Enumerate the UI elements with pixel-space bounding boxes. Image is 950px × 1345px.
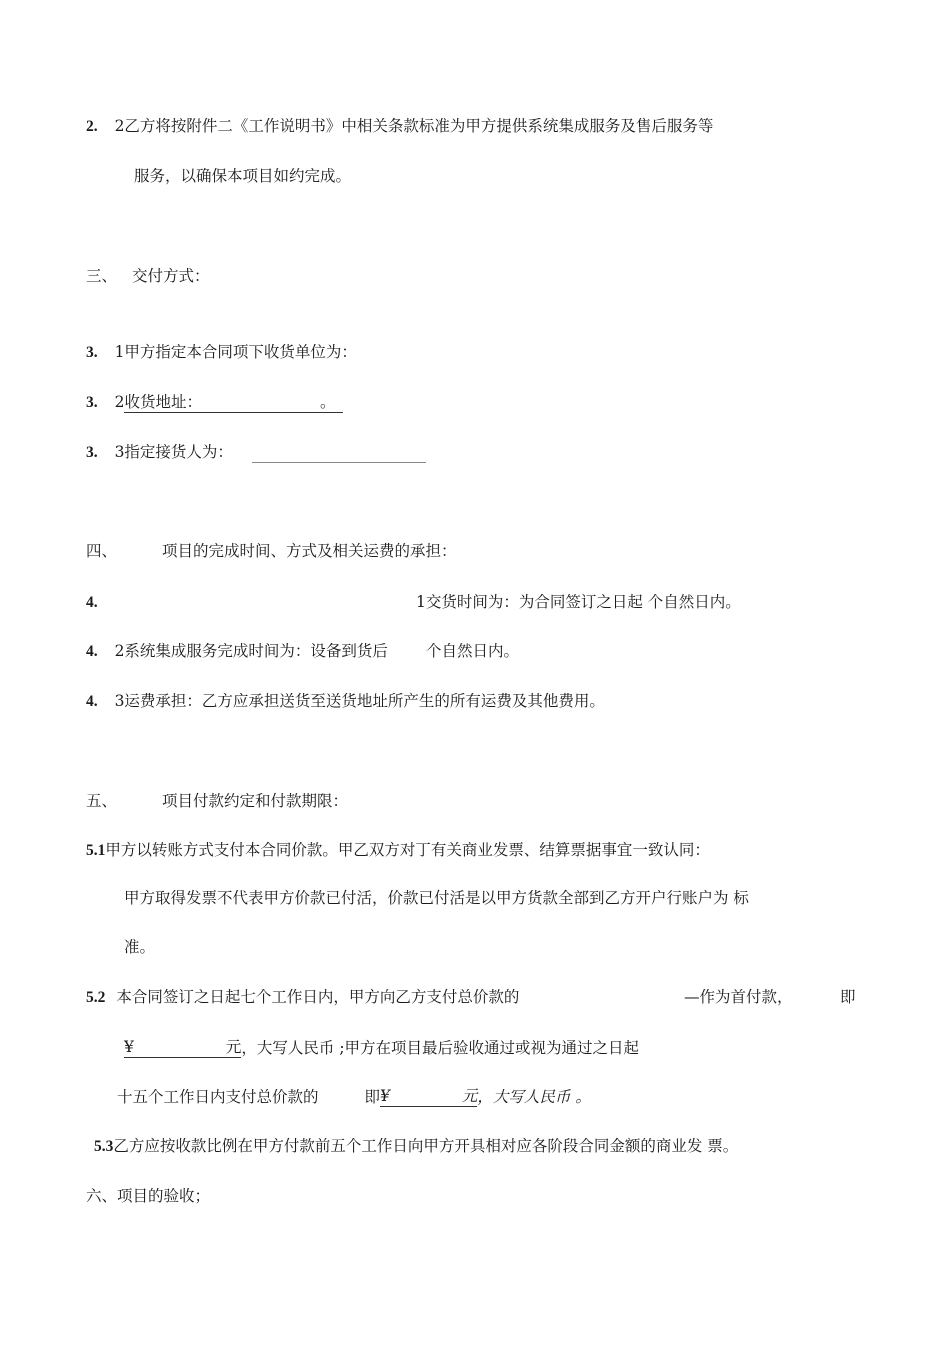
- clause-4-1-text: 1交货时间为：为合同签订之日起 个自然日内。: [416, 593, 741, 611]
- clause-2-2-line2: 服务，以确保本项目如约完成。: [134, 167, 352, 185]
- clause-number: 4.: [86, 693, 98, 710]
- clause-number: 5.3: [94, 1138, 114, 1155]
- clause-3-3: [86, 442, 426, 463]
- clause-5-2-line3: [117, 1086, 591, 1107]
- clause-3-1: [86, 342, 357, 363]
- clause-number: 4.: [86, 594, 98, 611]
- section-3-heading: [86, 266, 209, 286]
- delivery-address-end: 。: [319, 393, 336, 411]
- clause-number: 2.: [86, 118, 98, 135]
- clause-5-2-first-payment: —作为首付款，: [684, 988, 793, 1006]
- clause-number: 4.: [86, 643, 98, 660]
- clause-5-2-line1: [86, 987, 519, 1008]
- clause-text: 2乙方将按附件二《工作说明书》中相关条款标准为甲方提供系统集成服务及售后服务等: [114, 117, 714, 135]
- clause-5-2-line2: [124, 1037, 639, 1058]
- section-number: 四、: [86, 542, 118, 560]
- section-number: 五、: [86, 792, 118, 810]
- clause-text-prefix: 2: [114, 393, 125, 411]
- yen-symbol: ¥: [380, 1087, 390, 1105]
- clause-5-1-line2: 甲方取得发票不代表甲方价款已付活，价款已付活是以甲方货款全部到乙方开户行账户为 标: [124, 889, 749, 907]
- yuan-unit: 元: [461, 1087, 478, 1105]
- clause-5-2-ji: 即: [840, 988, 856, 1006]
- clause-text: 3指定接货人为：: [114, 443, 233, 461]
- section-title: 项目的完成时间、方式及相关运费的承担：: [161, 542, 457, 560]
- clause-2-2-line1: [86, 116, 713, 137]
- clause-text: 2系统集成服务完成时间为：设备到货后: [114, 642, 388, 660]
- clause-text: 本合同签订之日起七个工作日内，甲方向乙方支付总价款的: [116, 988, 520, 1006]
- clause-text: 十五个工作日内支付总价款的: [117, 1088, 319, 1106]
- clause-number: 3.: [86, 444, 98, 461]
- delivery-address-field: [124, 392, 343, 413]
- clause-4-2: [86, 641, 519, 662]
- section-title: 交付方式：: [131, 267, 210, 285]
- clause-text: 甲方以转账方式支付本合同价款。甲乙双方对丁有关商业发票、结算票据事宜一致认同：: [105, 841, 710, 859]
- clause-text: 3运费承担：乙方应承担送货至送货地址所产生的所有运费及其他费用。: [114, 692, 605, 710]
- clause-text: 1甲方指定本合同项下收货单位为：: [114, 343, 357, 361]
- section-4-heading: [86, 541, 456, 561]
- final-payment-amount-field: [380, 1086, 477, 1107]
- clause-number: 5.2: [86, 989, 106, 1006]
- section-6-heading: 六、项目的验收；: [86, 1187, 211, 1205]
- first-payment-amount-field: [124, 1037, 241, 1058]
- clause-number: 5.1: [86, 842, 106, 859]
- clause-text-end: 个自然日内。: [425, 642, 519, 660]
- clause-number: 3.: [86, 344, 98, 361]
- clause-text-ji: 即: [364, 1088, 381, 1106]
- clause-text: ，大写人民币 ;甲方在项目最后验收通过或视为通过之日起: [241, 1039, 640, 1057]
- section-title: 项目付款约定和付款期限：: [161, 792, 348, 810]
- clause-text: 乙方应按收款比例在甲方付款前五个工作日向甲方开具相对应各阶段合同金额的商业发 票。: [113, 1137, 739, 1155]
- clause-3-2: [86, 392, 343, 413]
- clause-5-3: [94, 1136, 738, 1157]
- receiver-blank: [252, 444, 426, 463]
- delivery-address-label: 收货地址：: [124, 393, 202, 411]
- section-number: 三、: [86, 267, 118, 285]
- section-5-heading: [86, 791, 348, 811]
- clause-5-1-line3: 准。: [124, 938, 156, 956]
- clause-number: 3.: [86, 394, 98, 411]
- yuan-unit: 元: [225, 1038, 242, 1056]
- yen-symbol: ¥: [124, 1038, 134, 1056]
- clause-text-end: ，大写人民币 。: [477, 1088, 591, 1106]
- clause-4-3: [86, 691, 605, 712]
- clause-5-1-line1: [86, 840, 710, 861]
- clause-4-1-number: [86, 592, 98, 613]
